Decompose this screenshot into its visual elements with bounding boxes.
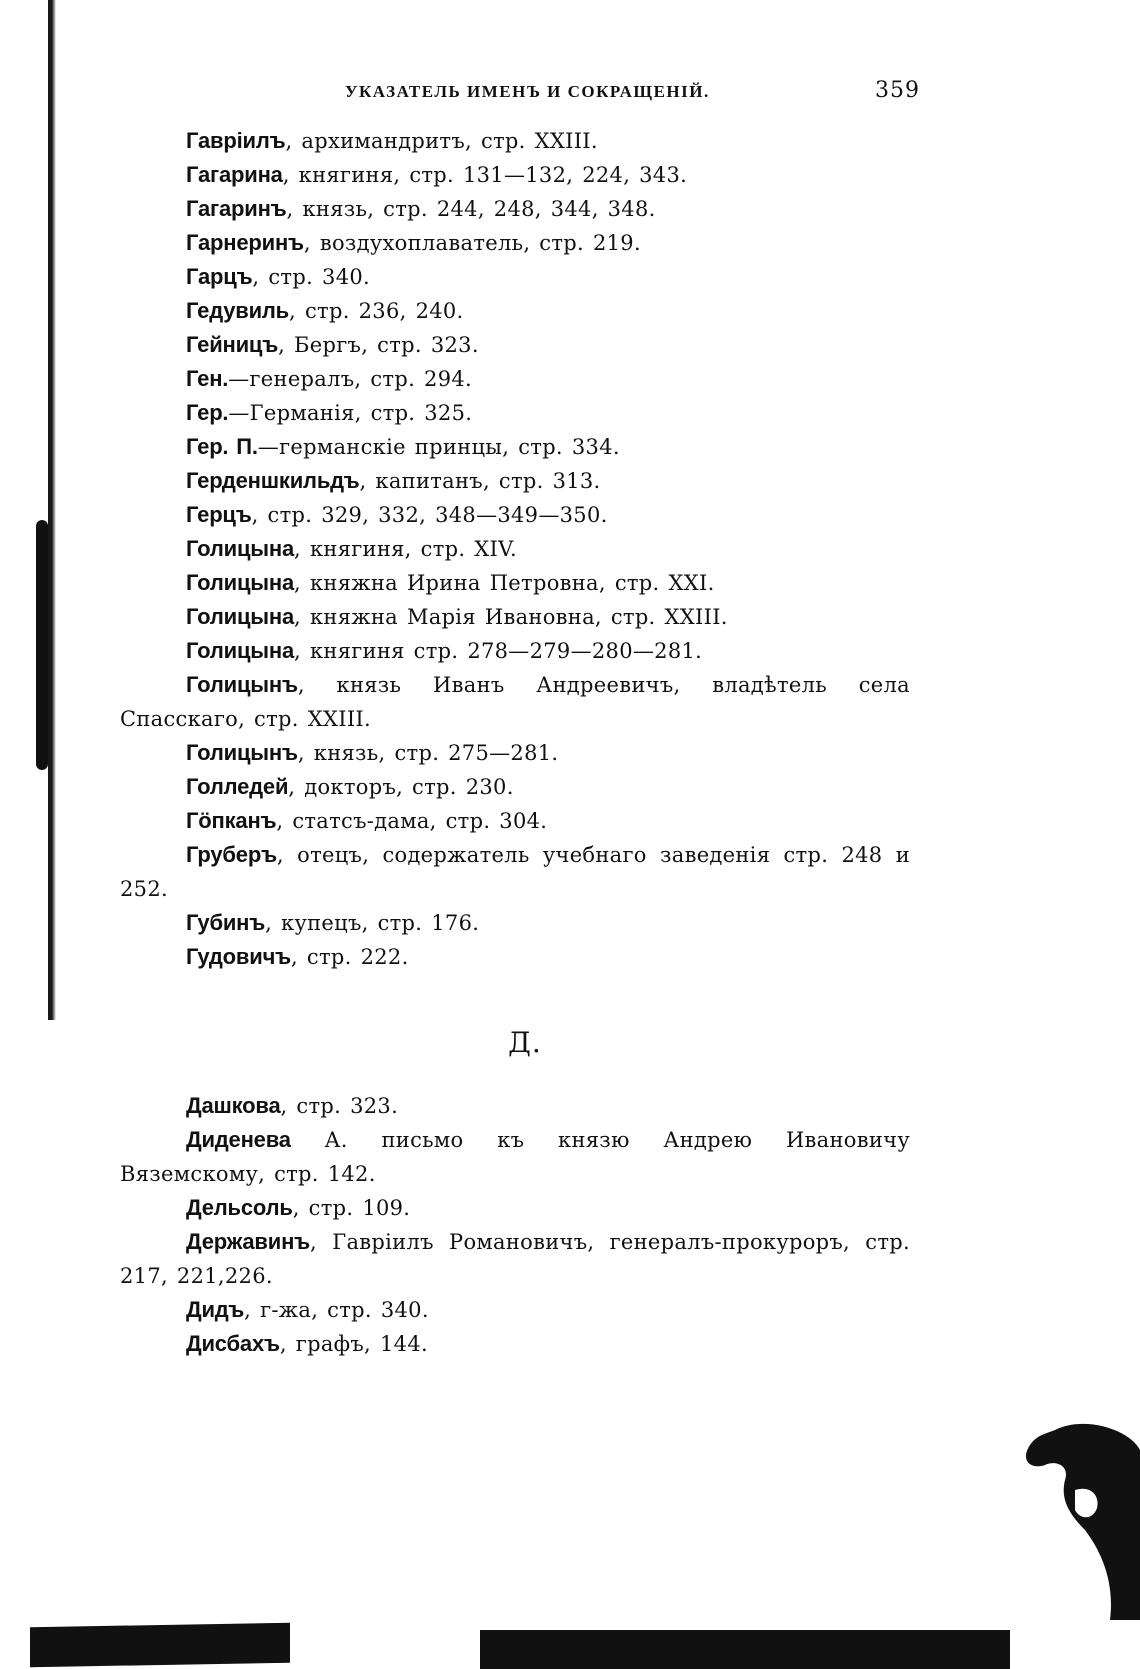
index-entry	[120, 1293, 910, 1327]
index-entry	[120, 124, 910, 158]
entry-name: Гагарина	[186, 162, 283, 187]
entry-text: , стр. 109.	[292, 1196, 411, 1220]
entry-text: , князь Иванъ Андреевичъ, владѣтель села Спасскаго, стр. XXIII.	[120, 673, 910, 731]
entry-name: Голицына	[186, 570, 295, 595]
entry-name: Гöпканъ	[186, 808, 277, 833]
entry-text: , воздухоплаватель, стр. 219.	[303, 231, 641, 255]
entry-name: Голицына	[186, 638, 295, 663]
index-entry	[120, 158, 910, 192]
entry-name: Губинъ	[186, 910, 266, 935]
index-entry	[120, 294, 910, 328]
entry-name: Дельсоль	[186, 1195, 293, 1220]
entry-name: Гарнеринъ	[186, 230, 304, 255]
entry-text: , г-жа, стр. 340.	[244, 1298, 429, 1322]
entry-name: Герцъ	[186, 502, 252, 527]
entry-name: Гедувиль	[186, 298, 290, 323]
index-entry	[120, 498, 910, 532]
scan-corner-artifact	[1015, 1420, 1140, 1620]
header-title: УКАЗАТЕЛЬ ИМЕНЪ И СОКРАЩЕНІЙ.	[345, 82, 710, 101]
entry-text: , князь, стр. 244, 248, 344, 348.	[286, 197, 656, 221]
entry-text: , князь, стр. 275—281.	[297, 741, 559, 765]
entry-text: , капитанъ, стр. 313.	[359, 469, 601, 493]
entry-text: —генералъ, стр. 294.	[228, 367, 473, 391]
index-entry	[120, 464, 910, 498]
entry-name: Ген.	[186, 366, 229, 391]
entry-name: Голицына	[186, 604, 295, 629]
index-entries	[120, 124, 910, 1361]
index-entry	[120, 430, 910, 464]
entry-text: , стр. 329, 332, 348—349—350.	[251, 503, 608, 527]
entry-text: , Бергъ, стр. 323.	[278, 333, 479, 357]
index-entry	[120, 838, 910, 906]
page-number: 359	[875, 78, 920, 103]
scan-edge-blob	[36, 520, 48, 770]
index-entry	[120, 566, 910, 600]
entry-name: Дашкова	[186, 1093, 281, 1118]
index-entry	[120, 770, 910, 804]
index-entry	[120, 260, 910, 294]
index-entry	[120, 226, 910, 260]
index-entry	[120, 328, 910, 362]
index-entry	[120, 1191, 910, 1225]
entry-text: , княгиня, стр. 131—132, 224, 343.	[282, 163, 688, 187]
entry-name: Голледей	[186, 774, 289, 799]
entry-text: , княжна Ирина Петровна, стр. XXI.	[294, 571, 715, 595]
index-entry	[120, 1123, 910, 1191]
entry-text: , стр. 340.	[252, 265, 371, 289]
entry-name: Голицынъ	[186, 740, 298, 765]
index-entry	[120, 1225, 910, 1293]
entry-text: , княгиня, стр. XIV.	[294, 537, 517, 561]
entry-name: Державинъ	[186, 1229, 311, 1254]
index-entry	[120, 634, 910, 668]
index-entry	[120, 532, 910, 566]
entry-name: Гер.	[186, 400, 229, 425]
entry-name: Гудовичъ	[186, 944, 291, 969]
entry-name: Груберъ	[186, 842, 277, 867]
entry-name: Диденева	[186, 1127, 291, 1152]
index-entry	[120, 362, 910, 396]
entry-name: Голицына	[186, 536, 295, 561]
index-entry	[120, 736, 910, 770]
entry-text: , докторъ, стр. 230.	[288, 775, 514, 799]
entry-text: , Гавріилъ Романовичъ, генералъ-прокуроръ, стр. 217, 221,226.	[120, 1230, 910, 1288]
index-entry	[120, 1327, 910, 1361]
index-entry	[120, 192, 910, 226]
entry-name: Дидъ	[186, 1297, 245, 1322]
index-entry	[120, 1089, 910, 1123]
entry-name: Герденшкильдъ	[186, 468, 360, 493]
index-entry	[120, 668, 910, 736]
entry-text: , графъ, 144.	[279, 1332, 428, 1356]
entry-text: , статсъ-дама, стр. 304.	[276, 809, 548, 833]
entry-text: , княгиня стр. 278—279—280—281.	[294, 639, 703, 663]
entry-name: Гарцъ	[186, 264, 253, 289]
index-entry	[120, 396, 910, 430]
entry-text: —Германія, стр. 325.	[228, 401, 473, 425]
entry-text: , архимандритъ, стр. XXIII.	[285, 129, 598, 153]
entry-text: , стр. 236, 240.	[289, 299, 464, 323]
section-g-list	[120, 124, 910, 974]
entry-text: , стр. 222.	[290, 945, 409, 969]
entry-text: , княжна Марія Ивановна, стр. XXIII.	[294, 605, 728, 629]
section-letter-d: Д.	[508, 1026, 542, 1059]
scan-bottom-band-left	[30, 1623, 290, 1668]
entry-text: —германскіе принцы, стр. 334.	[257, 435, 620, 459]
index-entry	[120, 804, 910, 838]
index-entry	[120, 940, 910, 974]
index-entry	[120, 600, 910, 634]
entry-text: , стр. 323.	[280, 1094, 399, 1118]
entry-name: Гейницъ	[186, 332, 279, 357]
entry-text: , купецъ, стр. 176.	[265, 911, 480, 935]
scan-edge-line	[48, 0, 58, 1020]
running-header	[120, 78, 920, 112]
entry-text: , отецъ, содержатель учебнаго заведенія стр. 248 и 252.	[120, 843, 910, 901]
entry-name: Гер. П.	[186, 434, 258, 459]
section-d-list	[120, 1089, 910, 1361]
entry-name: Гаврiилъ	[186, 128, 286, 153]
entry-name: Дисбахъ	[186, 1331, 280, 1356]
scan-bottom-band-right	[480, 1630, 1010, 1669]
entry-name: Гагаринъ	[186, 196, 287, 221]
entry-text: А. письмо къ князю Андрею Ивановичу Вяземскому, стр. 142.	[120, 1128, 910, 1186]
entry-name: Голицынъ	[186, 672, 298, 697]
index-entry	[120, 906, 910, 940]
